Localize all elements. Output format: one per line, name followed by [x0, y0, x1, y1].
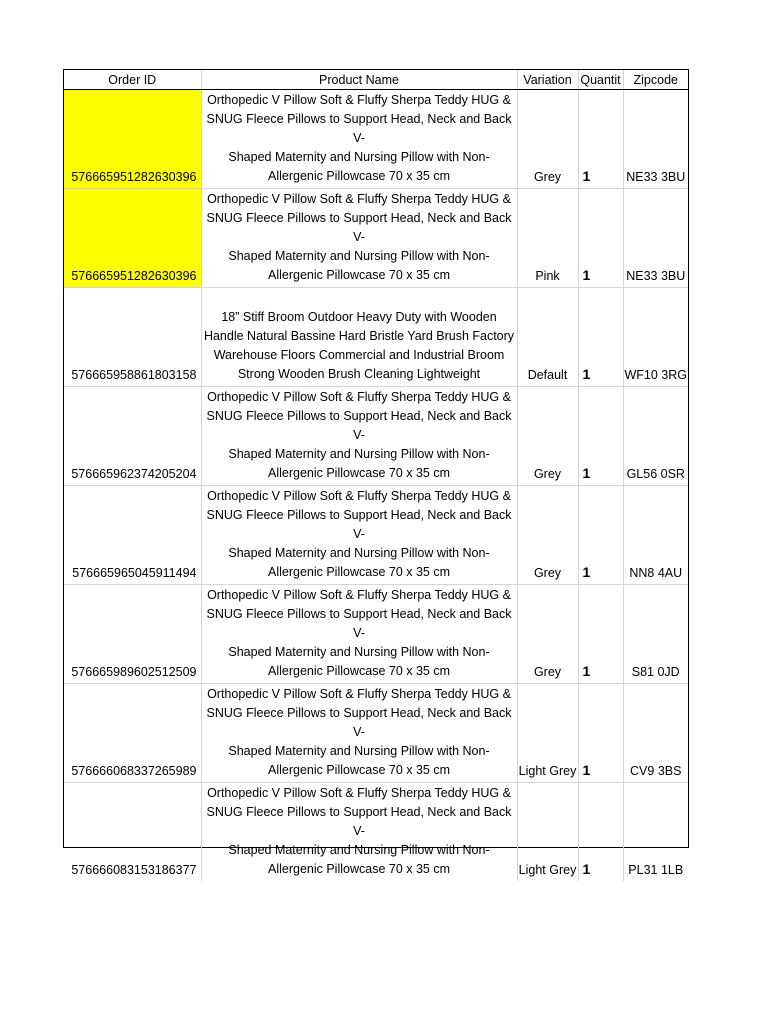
product-name-line: SNUG Fleece Pillows to Support Head, Neck and Back V- [206, 805, 512, 838]
product-name-cell[interactable] [201, 585, 517, 684]
zipcode-cell[interactable]: CV9 3BS [623, 684, 688, 783]
quantity-cell[interactable]: 1 [578, 288, 623, 387]
table-row [64, 486, 688, 585]
product-name-line: Shaped Maternity and Nursing Pillow with Non- [228, 843, 490, 857]
table-row [64, 585, 688, 684]
order-id-cell[interactable]: 576665965045911494 [64, 486, 201, 585]
product-name-line: Shaped Maternity and Nursing Pillow with Non- [228, 150, 490, 164]
product-name-line: Orthopedic V Pillow Soft & Fluffy Sherpa Teddy HUG & [207, 93, 511, 107]
product-name-line: SNUG Fleece Pillows to Support Head, Neck and Back V- [206, 112, 512, 145]
product-name-cell[interactable] [201, 783, 517, 882]
product-name-line: Orthopedic V Pillow Soft & Fluffy Sherpa Teddy HUG & [207, 786, 511, 800]
header-zipcode[interactable]: Zipcode [623, 70, 688, 90]
product-name-line: Allergenic Pillowcase 70 x 35 cm [267, 565, 451, 579]
quantity-cell[interactable]: 1 [578, 585, 623, 684]
orders-spreadsheet [63, 69, 689, 877]
order-id-cell[interactable]: 576665962374205204 [64, 387, 201, 486]
order-id-cell[interactable]: 576665951282630396 [64, 189, 201, 288]
zipcode-cell[interactable]: NE33 3BU [623, 189, 688, 288]
product-name-line: Shaped Maternity and Nursing Pillow with Non- [228, 645, 490, 659]
product-name-line: SNUG Fleece Pillows to Support Head, Neck and Back V- [206, 211, 512, 244]
product-name-line: Allergenic Pillowcase 70 x 35 cm [267, 862, 451, 876]
table-row [64, 189, 688, 288]
product-name-line: Handle Natural Bassine Hard Bristle Yard Brush Factory [203, 329, 515, 343]
variation-cell[interactable]: Grey [517, 90, 578, 189]
product-name-line: Allergenic Pillowcase 70 x 35 cm [267, 466, 451, 480]
zipcode-cell[interactable]: WF10 3RG [623, 288, 688, 387]
product-name-cell[interactable] [201, 684, 517, 783]
variation-cell[interactable]: Light Grey [517, 783, 578, 882]
table-row [64, 783, 688, 882]
product-name-line: Shaped Maternity and Nursing Pillow with Non- [228, 249, 490, 263]
product-name-line: Allergenic Pillowcase 70 x 35 cm [267, 268, 451, 282]
product-name-line: Shaped Maternity and Nursing Pillow with Non- [228, 447, 490, 461]
orders-table [64, 70, 688, 881]
product-name-line: Orthopedic V Pillow Soft & Fluffy Sherpa Teddy HUG & [207, 687, 511, 701]
product-name-cell[interactable] [201, 189, 517, 288]
header-row [64, 70, 688, 90]
quantity-cell[interactable]: 1 [578, 783, 623, 882]
product-name-line: Orthopedic V Pillow Soft & Fluffy Sherpa Teddy HUG & [207, 588, 511, 602]
product-name-line: SNUG Fleece Pillows to Support Head, Neck and Back V- [206, 409, 512, 442]
header-order-id[interactable]: Order ID [64, 70, 201, 90]
product-name-line: Strong Wooden Brush Cleaning Lightweight [237, 367, 481, 381]
product-name-line: Orthopedic V Pillow Soft & Fluffy Sherpa Teddy HUG & [207, 192, 511, 206]
product-name-line: Warehouse Floors Commercial and Industrial Broom [213, 348, 505, 362]
order-id-cell[interactable]: 576665989602512509 [64, 585, 201, 684]
product-name-line: Allergenic Pillowcase 70 x 35 cm [267, 664, 451, 678]
order-id-cell[interactable]: 576665951282630396 [64, 90, 201, 189]
table-row [64, 90, 688, 189]
product-name-line: SNUG Fleece Pillows to Support Head, Neck and Back V- [206, 607, 512, 640]
product-name-line: Orthopedic V Pillow Soft & Fluffy Sherpa Teddy HUG & [207, 390, 511, 404]
product-name-cell[interactable] [201, 288, 517, 387]
order-id-cell[interactable]: 576666083153186377 [64, 783, 201, 882]
variation-cell[interactable]: Grey [517, 585, 578, 684]
header-variation[interactable]: Variation [517, 70, 578, 90]
product-name-line: Allergenic Pillowcase 70 x 35 cm [267, 763, 451, 777]
product-name-line: Shaped Maternity and Nursing Pillow with Non- [228, 546, 490, 560]
zipcode-cell[interactable]: S81 0JD [623, 585, 688, 684]
zipcode-cell[interactable]: GL56 0SR [623, 387, 688, 486]
zipcode-cell[interactable]: NN8 4AU [623, 486, 688, 585]
variation-cell[interactable]: Default [517, 288, 578, 387]
product-name-line: SNUG Fleece Pillows to Support Head, Neck and Back V- [206, 706, 512, 739]
product-name-line: Shaped Maternity and Nursing Pillow with Non- [228, 744, 490, 758]
quantity-cell[interactable]: 1 [578, 684, 623, 783]
quantity-cell[interactable]: 1 [578, 189, 623, 288]
product-name-line: Orthopedic V Pillow Soft & Fluffy Sherpa Teddy HUG & [207, 489, 511, 503]
product-name-line: SNUG Fleece Pillows to Support Head, Neck and Back V- [206, 508, 512, 541]
header-product-name[interactable]: Product Name [201, 70, 517, 90]
product-name-line: Allergenic Pillowcase 70 x 35 cm [267, 169, 451, 183]
header-quantity[interactable]: Quantit [578, 70, 623, 90]
product-name-cell[interactable] [201, 486, 517, 585]
variation-cell[interactable]: Pink [517, 189, 578, 288]
zipcode-cell[interactable]: PL31 1LB [628, 863, 684, 877]
variation-cell[interactable]: Grey [517, 387, 578, 486]
table-row [64, 684, 688, 783]
quantity-cell[interactable]: 1 [578, 486, 623, 585]
table-row [64, 288, 688, 387]
quantity-cell[interactable]: 1 [578, 90, 623, 189]
variation-cell[interactable]: Grey [517, 486, 578, 585]
order-id-cell[interactable]: 576665958861803158 [64, 288, 201, 387]
variation-cell[interactable]: Light Grey [517, 684, 578, 783]
product-name-cell[interactable] [201, 90, 517, 189]
product-name-cell[interactable] [201, 387, 517, 486]
zipcode-cell[interactable]: NE33 3BU [623, 90, 688, 189]
quantity-cell[interactable]: 1 [578, 387, 623, 486]
order-id-cell[interactable]: 576666068337265989 [64, 684, 201, 783]
table-row [64, 387, 688, 486]
product-name-line: 18” Stiff Broom Outdoor Heavy Duty with Wooden [221, 310, 497, 324]
